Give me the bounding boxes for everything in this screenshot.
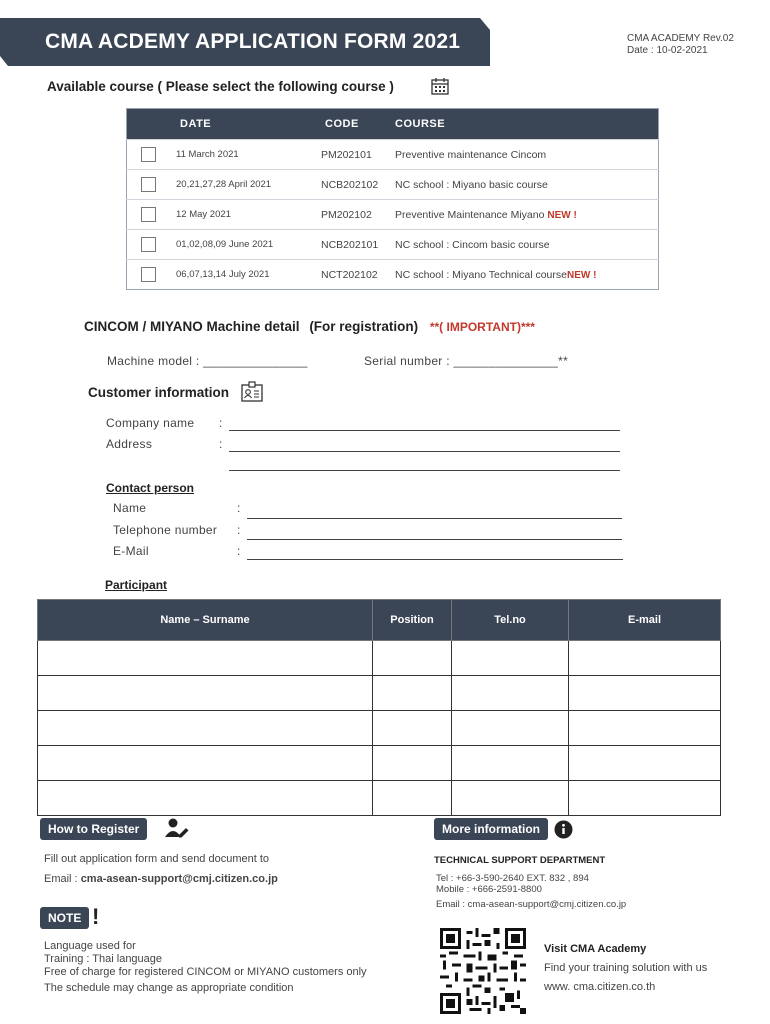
mobile-info: Mobile : +666-2591-8800 (436, 884, 542, 895)
participant-name-cell[interactable] (38, 781, 373, 816)
new-badge: NEW ! (547, 209, 577, 221)
participant-name-cell[interactable] (38, 676, 373, 711)
course-checkbox[interactable] (141, 237, 156, 252)
colon: : (237, 523, 241, 537)
contact-section-title: Contact person (106, 481, 195, 495)
course-date: 01,02,08,09 June 2021 (176, 239, 274, 251)
company-name-label: Company name (106, 416, 195, 430)
colon: : (219, 416, 223, 430)
course-name: NC school : Miyano Technical course (395, 268, 567, 281)
note-line: Free of charge for registered CINCOM or MIYANO customers only (44, 966, 367, 978)
course-code: NCB202101 (321, 238, 379, 251)
register-email-line (44, 873, 278, 885)
participant-position-cell[interactable] (373, 676, 452, 711)
participant-tel-cell[interactable] (452, 711, 569, 746)
course-name: NC school : Miyano basic course (395, 178, 548, 191)
machine-section-title (84, 319, 535, 334)
participant-email-cell[interactable] (569, 711, 721, 746)
revision-label: CMA ACADEMY Rev.02 (627, 33, 734, 44)
note-line: Language used for (44, 940, 136, 952)
course-name: NC school : Cincom basic course (395, 238, 550, 251)
contact-name-input[interactable] (247, 518, 622, 519)
course-date: 20,21,27,28 April 2021 (176, 179, 272, 191)
email-label: E-Mail (113, 544, 149, 558)
column-header-code: CODE (325, 118, 359, 130)
column-header-date: DATE (180, 118, 212, 130)
participant-row (38, 676, 721, 711)
tel-info: Tel : +66-3-590-2640 EXT. 832 , 894 (436, 873, 589, 884)
course-code: PM202102 (321, 208, 372, 221)
participant-row (38, 746, 721, 781)
course-name: Preventive Maintenance Miyano (395, 208, 545, 221)
participant-position-cell[interactable] (373, 641, 452, 676)
participant-email-cell[interactable] (569, 641, 721, 676)
visit-url[interactable]: www. cma.citizen.co.th (544, 981, 656, 993)
address-input-line2[interactable] (229, 470, 620, 471)
course-section-title: Available course ( Please select the following course ) (47, 79, 394, 94)
participant-tel-cell[interactable] (452, 676, 569, 711)
course-code: PM202101 (321, 148, 372, 161)
note-line: Training : Thai language (44, 953, 163, 965)
column-header-name: Name – Surname (38, 600, 373, 641)
department-name: TECHNICAL SUPPORT DEPARTMENT (434, 855, 606, 866)
course-row (127, 140, 659, 170)
company-name-input[interactable] (229, 430, 620, 431)
visit-title: Visit CMA Academy (544, 943, 647, 955)
email-input[interactable] (247, 559, 623, 560)
address-input-line1[interactable] (229, 451, 620, 452)
serial-number-field[interactable]: Serial number : _______________** (364, 354, 569, 368)
course-code: NCT202102 (321, 268, 378, 281)
column-header-tel: Tel.no (452, 600, 569, 641)
participant-email-cell[interactable] (569, 676, 721, 711)
column-header-position: Position (373, 600, 452, 641)
column-header-course: COURSE (395, 118, 446, 130)
participant-row (38, 641, 721, 676)
participant-row (38, 711, 721, 746)
telephone-input[interactable] (247, 539, 622, 540)
course-row (127, 260, 659, 290)
telephone-label: Telephone number (113, 523, 218, 537)
column-header-email: E-mail (569, 600, 721, 641)
participant-tel-cell[interactable] (452, 781, 569, 816)
course-checkbox[interactable] (141, 147, 156, 162)
colon: : (219, 437, 223, 451)
participant-section-title: Participant (105, 578, 168, 592)
address-label: Address (106, 437, 153, 451)
machine-model-field[interactable]: Machine model : _______________ (107, 354, 308, 368)
date-label: Date : 10-02-2021 (627, 45, 708, 56)
course-name: Preventive maintenance Cincom (395, 148, 547, 161)
course-code: NCB202102 (321, 178, 379, 191)
colon: : (237, 501, 241, 515)
course-date: 11 March 2021 (176, 149, 239, 161)
course-row (127, 200, 659, 230)
visit-tagline: Find your training solution with us (544, 962, 708, 974)
register-email[interactable]: cma-asean-support@cmj.citizen.co.jp (80, 873, 278, 885)
course-checkbox[interactable] (141, 267, 156, 282)
register-instruction: Fill out application form and send document to (44, 853, 270, 865)
course-row (127, 230, 659, 260)
form-title: CMA ACDEMY APPLICATION FORM 2021 (45, 30, 461, 53)
course-table (126, 108, 659, 290)
participant-email-cell[interactable] (569, 746, 721, 781)
new-badge: NEW ! (566, 269, 597, 281)
info-icon (554, 820, 573, 844)
important-note: **( IMPORTANT)*** (429, 320, 535, 334)
participant-position-cell[interactable] (373, 781, 452, 816)
course-table-header (127, 109, 659, 140)
course-date: 06,07,13,14 July 2021 (176, 269, 270, 281)
participant-tel-cell[interactable] (452, 746, 569, 781)
course-date: 12 May 2021 (176, 209, 231, 221)
participant-table-header (38, 600, 721, 641)
contact-name-label: Name (113, 501, 147, 515)
participant-tel-cell[interactable] (452, 641, 569, 676)
more-information-heading: More information (434, 818, 548, 840)
note-heading: NOTE (40, 907, 89, 929)
qr-code[interactable] (440, 928, 526, 1019)
id-card-icon (240, 381, 264, 408)
participant-position-cell[interactable] (373, 746, 452, 781)
customer-section-title: Customer information (88, 385, 230, 400)
course-checkbox[interactable] (141, 207, 156, 222)
calendar-icon (430, 76, 450, 101)
user-edit-icon (164, 817, 190, 844)
participant-name-cell[interactable] (38, 711, 373, 746)
participant-email-cell[interactable] (569, 781, 721, 816)
course-row (127, 170, 659, 200)
machine-title-note: (For registration) (309, 319, 419, 334)
email-info[interactable]: Email : cma-asean-support@cmj.citizen.co.jp (436, 899, 627, 910)
participant-position-cell[interactable] (373, 711, 452, 746)
note-line: The schedule may change as appropriate condition (44, 982, 294, 994)
colon: : (237, 544, 241, 558)
register-email-prefix: Email : (44, 873, 81, 885)
machine-title: CINCOM / MIYANO Machine detail (84, 319, 300, 334)
participant-table (37, 599, 721, 816)
participant-name-cell[interactable] (38, 641, 373, 676)
participant-row (38, 781, 721, 816)
course-checkbox[interactable] (141, 177, 156, 192)
how-to-register-heading: How to Register (40, 818, 147, 840)
participant-name-cell[interactable] (38, 746, 373, 781)
exclamation-icon: ! (92, 904, 100, 929)
